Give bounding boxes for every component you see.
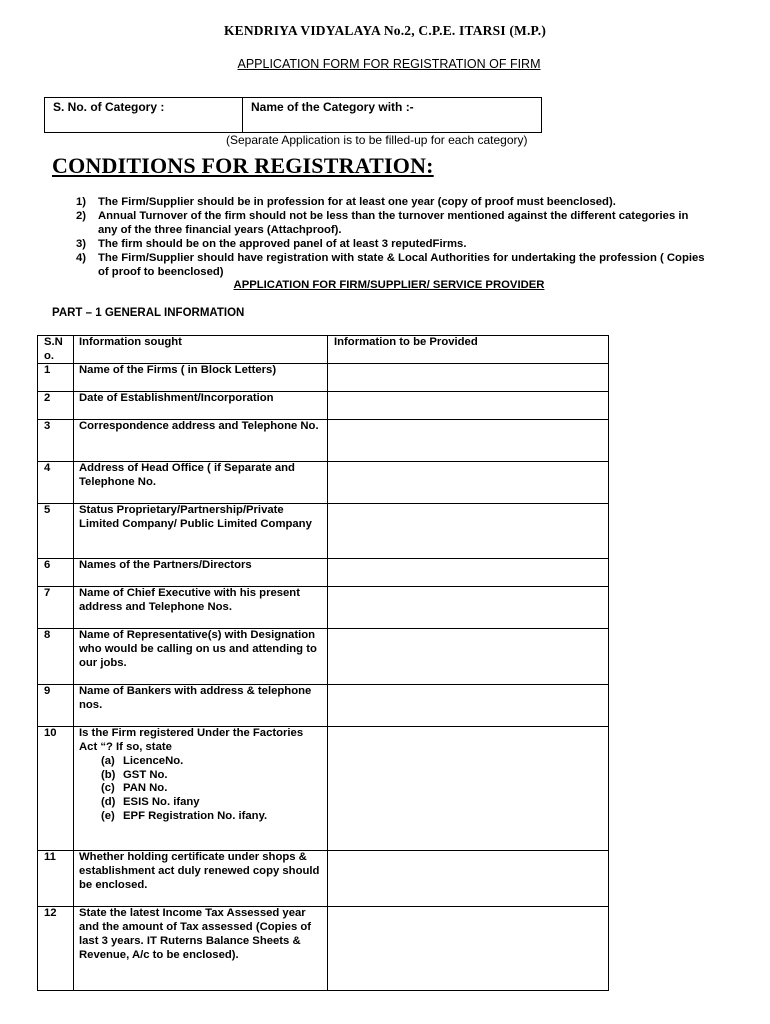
condition-item xyxy=(76,209,706,237)
sublist-mark: (b) xyxy=(101,768,116,781)
sublist-mark: (a) xyxy=(101,754,115,767)
condition-text: The Firm/Supplier should be in profession for at least one year (copy of proof must beenclosed). xyxy=(98,196,616,208)
table-row xyxy=(38,462,609,504)
row-answer-field[interactable] xyxy=(328,504,609,559)
sublist-item xyxy=(101,796,324,810)
table-row xyxy=(38,587,609,629)
row-answer-field[interactable] xyxy=(328,727,609,851)
registration-sublist xyxy=(79,755,324,824)
condition-text: The firm should be on the approved panel of at least 3 reputedFirms. xyxy=(98,238,467,250)
row-number: 9 xyxy=(38,685,74,727)
row-answer-field[interactable] xyxy=(328,559,609,587)
header-information-provided: Information to be Provided xyxy=(328,336,609,364)
row-number: 1 xyxy=(38,364,74,392)
row-number: 11 xyxy=(38,851,74,907)
condition-item xyxy=(76,251,706,279)
row-information-sought: Name of Representative(s) with Designation who would be calling on us and attending to our jobs. xyxy=(74,629,328,685)
row-answer-field[interactable] xyxy=(328,907,609,991)
row-information-sought: Name of Chief Executive with his present address and Telephone Nos. xyxy=(74,587,328,629)
sublist-text: ESIS No. ifany xyxy=(123,795,200,808)
sublist-item xyxy=(101,782,324,796)
table-row xyxy=(38,504,609,559)
row-question: Is the Firm registered Under the Factories Act “? If so, state xyxy=(79,727,304,754)
sublist-mark: (e) xyxy=(101,809,115,822)
table-row xyxy=(38,727,609,851)
sublist-text: EPF Registration No. ifany. xyxy=(123,809,268,822)
row-number: 3 xyxy=(38,420,74,462)
row-number: 5 xyxy=(38,504,74,559)
sublist-text: GST No. xyxy=(123,768,168,781)
table-row xyxy=(38,629,609,685)
part1-heading: PART – 1 GENERAL INFORMATION xyxy=(52,307,245,319)
header-sno: S.N o. xyxy=(38,336,74,364)
row-answer-field[interactable] xyxy=(328,392,609,420)
row-information-sought: Name of the Firms ( in Block Letters) xyxy=(74,364,328,392)
school-header: KENDRIYA VIDYALAYA No.2, C.P.E. ITARSI (M.P.) xyxy=(223,23,547,38)
row-information-sought: Correspondence address and Telephone No. xyxy=(74,420,328,462)
condition-item xyxy=(76,237,706,251)
table-header-row xyxy=(38,336,609,364)
conditions-heading: CONDITIONS FOR REGISTRATION: xyxy=(52,153,434,178)
condition-number: 2) xyxy=(76,210,87,222)
row-number: 2 xyxy=(38,392,74,420)
table-row xyxy=(38,364,609,392)
condition-text: The Firm/Supplier should have registration with state & Local Authorities for undertaking the profession ( Copies of proof to beenclosed) xyxy=(98,252,705,278)
condition-text: Annual Turnover of the firm should not be less than the turnover mentioned against the different categories in any of the three financial years (Attachproof). xyxy=(98,210,689,236)
row-information-sought: State the latest Income Tax Assessed year and the amount of Tax assessed (Copies of last 3 years. IT Ruterns Balance Sheets & Revenue, A/c to be enclosed). xyxy=(74,907,328,991)
table-row xyxy=(38,851,609,907)
row-answer-field[interactable] xyxy=(328,685,609,727)
separate-application-note: (Separate Application is to be filled-up for each category) xyxy=(226,133,528,147)
sublist-text: PAN No. xyxy=(123,782,168,795)
table-row xyxy=(38,907,609,991)
row-information-sought: Names of the Partners/Directors xyxy=(74,559,328,587)
category-sno-field[interactable]: S. No. of Category : xyxy=(45,98,243,132)
row-number: 10 xyxy=(38,727,74,851)
condition-number: 3) xyxy=(76,238,87,250)
row-number: 8 xyxy=(38,629,74,685)
sublist-text: LicenceNo. xyxy=(123,754,184,767)
row-information-sought: Address of Head Office ( if Separate and Telephone No. xyxy=(74,462,328,504)
table-row xyxy=(38,685,609,727)
row-answer-field[interactable] xyxy=(328,462,609,504)
row-answer-field[interactable] xyxy=(328,629,609,685)
row-answer-field[interactable] xyxy=(328,851,609,907)
form-title: APPLICATION FORM FOR REGISTRATION OF FIRM xyxy=(237,57,541,71)
row-answer-field[interactable] xyxy=(328,420,609,462)
sublist-mark: (d) xyxy=(101,795,116,808)
table-row xyxy=(38,559,609,587)
row-information-sought: Status Proprietary/Partnership/Private Limited Company/ Public Limited Company xyxy=(74,504,328,559)
row-information-sought: Date of Establishment/Incorporation xyxy=(74,392,328,420)
condition-number: 1) xyxy=(76,196,87,208)
sublist-item xyxy=(101,755,324,769)
general-information-table xyxy=(37,335,609,991)
row-information-sought: Whether holding certificate under shops & establishment act duly renewed copy should be enclosed. xyxy=(74,851,328,907)
row-number: 7 xyxy=(38,587,74,629)
row-information-sought: Name of Bankers with address & telephone nos. xyxy=(74,685,328,727)
condition-number: 4) xyxy=(76,252,87,264)
row-information-sought xyxy=(74,727,328,851)
sublist-item xyxy=(101,769,324,783)
row-number: 4 xyxy=(38,462,74,504)
sublist-item xyxy=(101,810,324,824)
row-number: 6 xyxy=(38,559,74,587)
row-answer-field[interactable] xyxy=(328,364,609,392)
conditions-list xyxy=(76,195,706,279)
firm-application-title: APPLICATION FOR FIRM/SUPPLIER/ SERVICE PROVIDER xyxy=(233,279,545,291)
header-information-sought: Information sought xyxy=(74,336,328,364)
table-row xyxy=(38,420,609,462)
row-number: 12 xyxy=(38,907,74,991)
condition-item xyxy=(76,195,706,209)
category-name-field[interactable]: Name of the Category with :- xyxy=(251,100,414,114)
table-row xyxy=(38,392,609,420)
row-answer-field[interactable] xyxy=(328,587,609,629)
category-box xyxy=(44,97,542,133)
sublist-mark: (c) xyxy=(101,782,115,795)
